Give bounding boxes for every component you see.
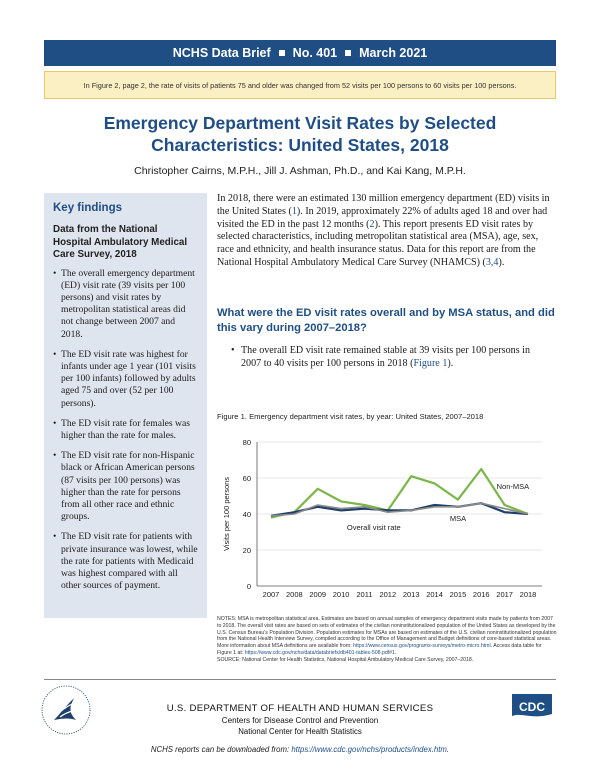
department-name: U.S. DEPARTMENT OF HEALTH AND HUMAN SERVICES xyxy=(166,703,434,714)
authors: Christopher Cairns, M.P.H., Jill J. Ashman, Ph.D., and Kai Kang, M.P.H. xyxy=(134,165,466,177)
key-finding-item: • The ED visit rate for patients with private insurance was lowest, while the rate for patients with Medicaid was highest compared with all other sources of payment. xyxy=(53,531,198,592)
cdc-logo-icon xyxy=(512,694,552,724)
intro-text: ). This report presents ED visit rates by selected characteristics, including metropolitan statistical area (MSA), age, sex, race and ethnicity, and health insurance status. Data for this report are from the National Hospital Ambulatory Medical Care Survey (NHAMCS) ( xyxy=(217,218,539,268)
reference-link[interactable]: 1 xyxy=(291,205,297,217)
svg-text:CDC: CDC xyxy=(519,700,545,714)
title-line-1: Emergency Department Visit Rates by Selected xyxy=(103,113,497,133)
download-link[interactable]: https://www.cdc.gov/nchs/products/index.htm xyxy=(291,745,447,754)
key-findings-subheading: Data from the National Hospital Ambulatory Medical Care Survey, 2018 xyxy=(53,224,188,260)
figure-caption: Figure 1. Emergency department visit rates, by year: United States, 2007–2018 xyxy=(217,412,484,421)
notes-text xyxy=(217,616,557,657)
x-tick-label: 2010 xyxy=(332,590,350,599)
x-tick-label: 2007 xyxy=(262,590,280,599)
reference-link[interactable]: 3,4 xyxy=(485,256,499,268)
y-tick-label: 80 xyxy=(242,438,251,447)
x-tick-label: 2016 xyxy=(472,590,490,599)
x-tick-label: 2009 xyxy=(309,590,327,599)
x-tick-label: 2014 xyxy=(426,590,443,599)
x-tick-label: 2008 xyxy=(286,590,303,599)
intro-text: ). In 2019, approximately 22% of adults aged 18 and over had visited the ED in the past 12 months ( xyxy=(217,205,548,230)
key-findings-heading: Key findings xyxy=(53,202,123,214)
publication-date: March 2021 xyxy=(359,46,428,60)
page-title xyxy=(60,112,540,156)
cdc-name: Centers for Disease Control and Prevention xyxy=(221,716,379,725)
bullet-text: ). xyxy=(447,357,454,369)
series-name: NCHS Data Brief xyxy=(172,46,271,60)
nchs-name: National Center for Health Statistics xyxy=(238,727,362,736)
bullet-text: The overall ED visit rate remained stable at 39 visits per 100 persons in 2007 to 40 visits per 100 persons in 2018 ( xyxy=(241,345,530,369)
line-chart xyxy=(217,426,557,612)
separator-square-icon xyxy=(279,50,285,56)
separator-square-icon xyxy=(345,50,351,56)
key-finding-item: • The overall emergency department (ED) visit rate (39 visits per 100 persons) and visit rates by metropolitan statistical areas did not change between 2007 and 2018. xyxy=(53,268,198,341)
title-line-2: Characteristics: United States, 2018 xyxy=(151,135,449,155)
footer-divider xyxy=(44,679,556,680)
header-banner xyxy=(44,40,556,66)
series-label: Non-MSA xyxy=(496,482,530,491)
correction-notice: In Figure 2, page 2, the rate of visits of patients 75 and older was changed from 52 visits per 100 persons to 60 visits per 100 persons. xyxy=(44,71,556,99)
key-finding-item: • The ED visit rate was highest for infants under age 1 year (101 visits per 100 infants) followed by adults aged 75 and over (52 per 100 persons). xyxy=(53,349,198,410)
x-tick-label: 2018 xyxy=(519,590,537,599)
department-block xyxy=(150,703,450,736)
census-link[interactable]: https://www.census.gov/programs-surveys/metro-micro.html xyxy=(353,643,491,650)
download-note xyxy=(60,745,540,754)
y-tick-label: 20 xyxy=(242,546,251,555)
x-tick-label: 2013 xyxy=(402,590,420,599)
x-tick-label: 2012 xyxy=(379,590,397,599)
figure-link[interactable]: Figure 1 xyxy=(413,357,448,369)
intro-text: In 2018, there were an estimated 130 million emergency department (ED) visits in the United States ( xyxy=(217,193,550,217)
download-text: . xyxy=(446,745,450,754)
key-finding-item: • The ED visit rate for females was higher than the rate for males. xyxy=(53,418,198,442)
y-tick-label: 0 xyxy=(246,582,251,591)
notes-part: . Access data table for Figure 1 at: xyxy=(217,643,542,656)
x-tick-label: 2017 xyxy=(496,590,513,599)
section-question: What were the ED visit rates overall and by MSA status, and did this vary during 2007–2018? xyxy=(217,307,555,334)
brief-number: No. 401 xyxy=(292,46,338,60)
series-label: MSA xyxy=(449,513,467,523)
y-tick-label: 60 xyxy=(242,474,251,483)
y-axis-label: Visits per 100 persons xyxy=(222,476,231,552)
intro-paragraph xyxy=(217,193,557,270)
y-tick-label: 40 xyxy=(242,510,251,519)
key-finding-item: • The ED visit rate for non-Hispanic black or African American persons (87 visits per 100 persons) was higher than the rate for persons from all other race and ethnic groups. xyxy=(53,450,198,523)
source-note: SOURCE: National Center for Health Statistics, National Hospital Ambulatory Medical Care Survey, 2007–2018. xyxy=(217,656,474,663)
hhs-logo-icon xyxy=(40,684,92,736)
figure-notes xyxy=(217,616,557,664)
key-findings-sidebar xyxy=(44,193,207,618)
x-tick-label: 2011 xyxy=(356,590,373,599)
intro-text: ). xyxy=(498,256,505,268)
download-text: NCHS reports can be downloaded from: xyxy=(150,745,292,754)
data-table-link[interactable]: https://www.cdc.gov/nchs/data/databriefs/db401-tables-508.pdf#1 xyxy=(244,649,395,656)
series-label: Overall visit rate xyxy=(346,523,401,533)
x-tick-label: 2015 xyxy=(449,590,467,599)
reference-link[interactable]: 2 xyxy=(369,218,375,230)
notes-part: . xyxy=(394,649,397,656)
finding-bullet xyxy=(231,345,551,371)
chart-svg xyxy=(217,426,557,612)
notes-part: NOTES: MSA is metropolitan statistical area. Estimates are based on annual samples of emergency department visits made by patients from 2007 to 2018. The overall visit rates are based on sets of estimates of the civilian noninstitutionalized population of the United States as developed by the U.S. Census Bureau's Population Division. Population estimates for MSAs are based on estimates of the U.S. civilian noninstitutionalized population from the National Health Interview Survey, compiled according to the Office of Management and Budget definitions of core-based statistical areas. More information about MSA definitions are available from: xyxy=(217,616,557,650)
